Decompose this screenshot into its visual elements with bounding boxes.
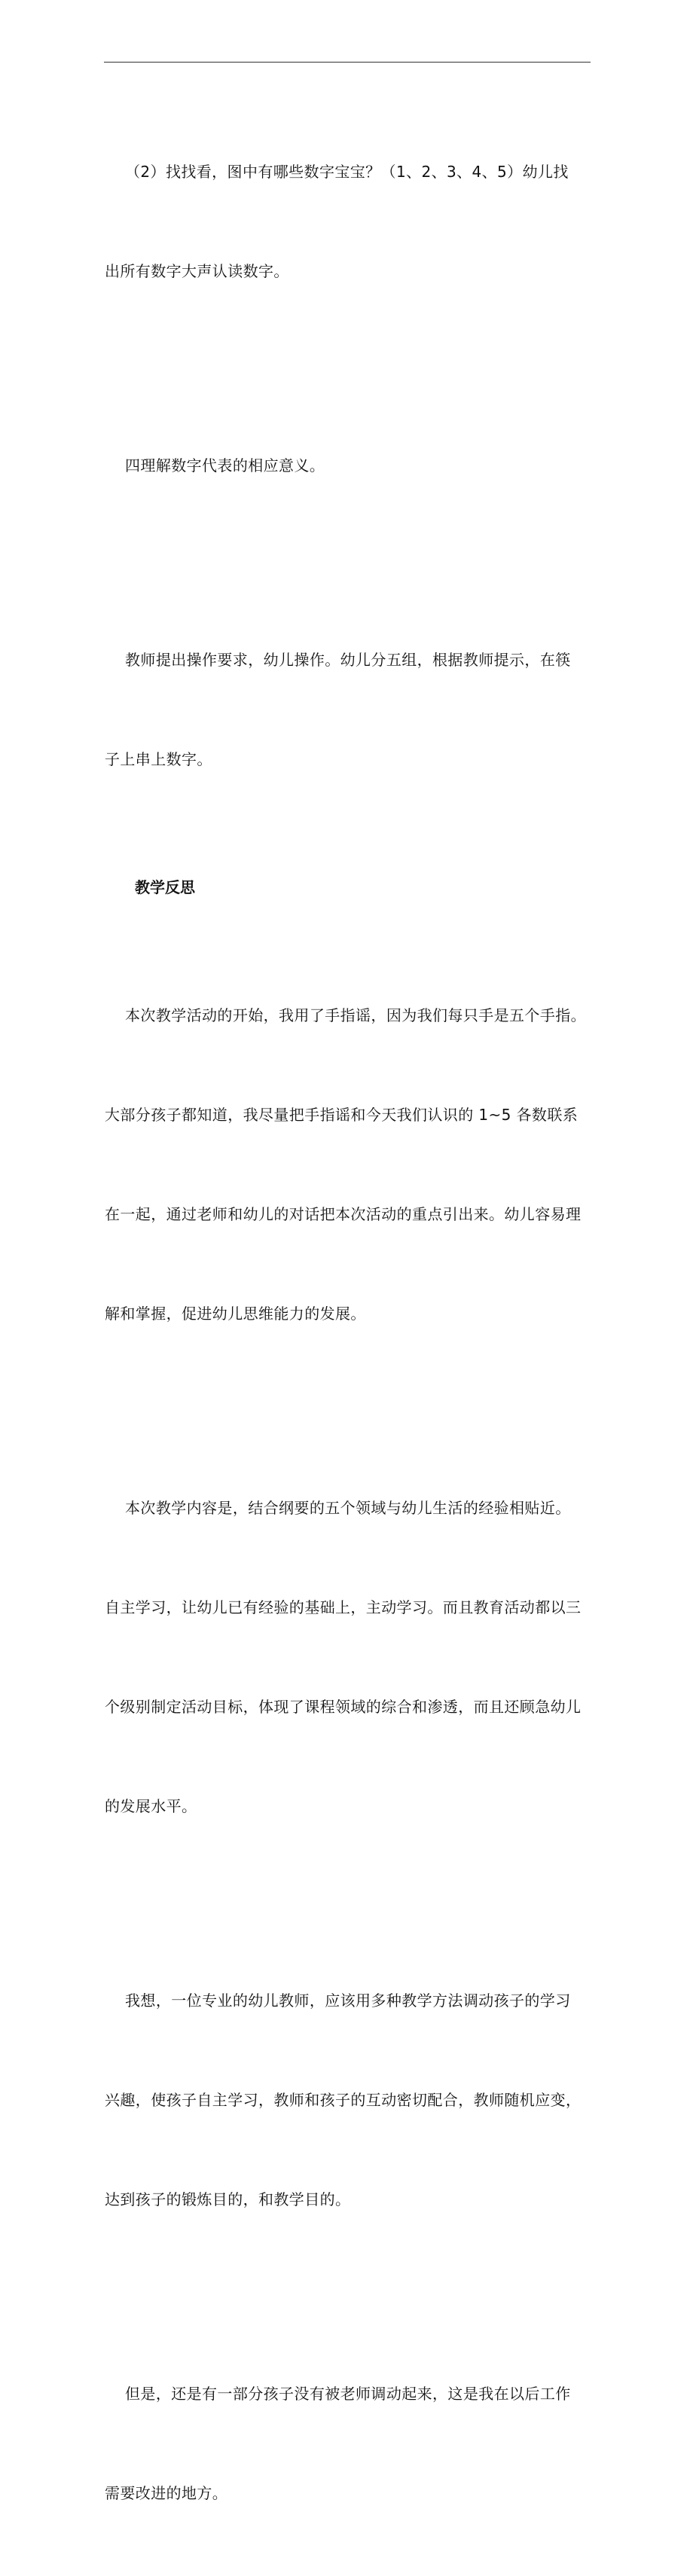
reflection-paragraph-4 — [105, 2311, 594, 2576]
paragraph-line: （2）找找看，图中有哪些数字宝宝？（1、2、3、4、5）幼儿找 — [105, 163, 569, 181]
paragraph-line: 在一起，通过老师和幼儿的对话把本次活动的重点引出来。幼儿容易理 — [105, 1205, 582, 1223]
paragraph-line: 本次教学活动的开始，我用了手指谣，因为我们每只手是五个手指。 — [105, 1006, 587, 1024]
paragraph-find-numbers — [105, 89, 594, 354]
section-heading: 教学反思 — [135, 878, 195, 896]
paragraph-line: 个级别制定活动目标，体现了课程领域的综合和渗透，而且还顾急幼儿 — [105, 1698, 582, 1716]
paragraph-line: 子上串上数字。 — [105, 750, 212, 768]
paragraph-line: 大部分孩子都知道，我尽量把手指谣和今天我们认识的 1~5 各数联系 — [105, 1106, 579, 1124]
paragraph-line: 但是，还是有一部分孩子没有被老师调动起来，这是我在以后工作 — [105, 2385, 571, 2403]
document-body — [105, 89, 594, 2576]
paragraph-line: 教师提出操作要求，幼儿操作。幼儿分五组，根据教师提示，在筷 — [105, 651, 571, 669]
paragraph-line: 出所有数字大声认读数字。 — [105, 262, 289, 280]
header-rule — [104, 62, 591, 63]
reflection-paragraph-3 — [105, 1918, 594, 2282]
paragraph-line: 四理解数字代表的相应意义。 — [105, 456, 325, 475]
paragraph-line: 达到孩子的锻炼目的，和教学目的。 — [105, 2190, 351, 2208]
paragraph-operation — [105, 577, 594, 842]
reflection-paragraph-1 — [105, 932, 594, 1396]
paragraph-line: 需要改进的地方。 — [105, 2484, 228, 2502]
reflection-paragraph-2 — [105, 1425, 594, 1889]
paragraph-line: 兴趣，使孩子自主学习，教师和孩子的互动密切配合，教师随机应变， — [105, 2091, 582, 2109]
paragraph-line: 的发展水平。 — [105, 1797, 197, 1815]
paragraph-line: 本次教学内容是，结合纲要的五个领域与幼儿生活的经验相贴近。 — [105, 1499, 571, 1517]
paragraph-line: 自主学习，让幼儿已有经验的基础上，主动学习。而且教育活动都以三 — [105, 1598, 582, 1616]
paragraph-line: 解和掌握，促进幼儿思维能力的发展。 — [105, 1305, 366, 1323]
paragraph-line: 我想，一位专业的幼儿教师，应该用多种教学方法调动孩子的学习 — [105, 1992, 571, 2010]
paragraph-step-four — [105, 383, 594, 548]
